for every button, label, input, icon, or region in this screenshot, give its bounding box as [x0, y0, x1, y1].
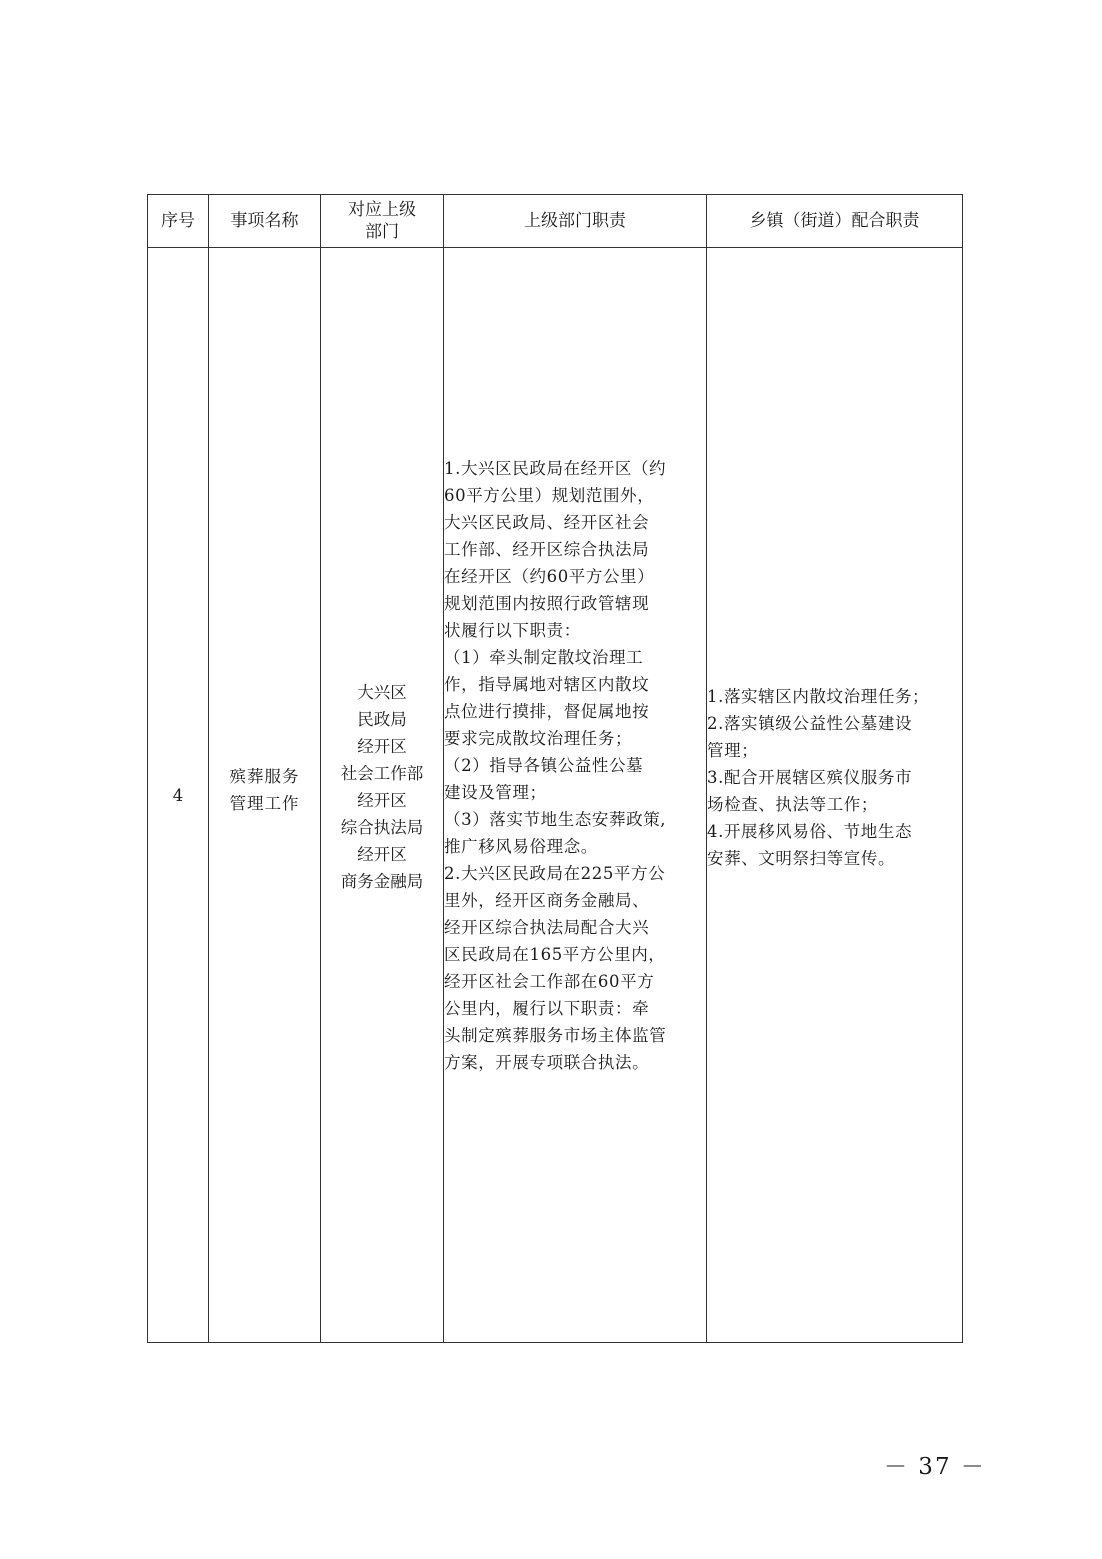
upper-duty-line: 规划范围内按照行政管辖现	[444, 593, 650, 613]
upper-duty-line: 状履行以下职责：	[444, 620, 581, 640]
header-upper-dept	[321, 195, 444, 248]
table-row	[148, 248, 963, 1343]
town-duty-line: 2.落实镇级公益性公墓建设	[707, 713, 913, 733]
cell-seq: 4	[148, 248, 209, 1343]
upper-duty-line: 里外，经开区商务金融局、	[444, 890, 650, 910]
duty-table	[147, 194, 963, 1343]
dept-line: 经开区	[357, 791, 407, 810]
upper-duty-line: 大兴区民政局、经开区社会	[444, 512, 650, 532]
upper-duty-line: 工作部、经开区综合执法局	[444, 539, 650, 559]
header-seq: 序号	[148, 195, 209, 248]
header-item-name: 事项名称	[209, 195, 321, 248]
upper-duty-line: 建设及管理；	[444, 782, 547, 802]
upper-duty-line: 公里内，履行以下职责：牵	[444, 998, 650, 1018]
cell-upper-dept	[321, 248, 444, 1343]
header-upper-dept-line: 对应上级	[348, 200, 416, 220]
upper-duty-line: （3）落实节地生态安葬政策,	[444, 809, 667, 829]
upper-duty-line: 要求完成散坟治理任务；	[444, 728, 633, 748]
dept-line: 大兴区	[357, 683, 407, 702]
dept-line: 民政局	[357, 710, 407, 729]
dept-line: 经开区	[357, 737, 407, 756]
town-duty-line: 场检查、执法等工作；	[707, 794, 878, 814]
upper-duty-line: 60平方公里）规划范围外，	[444, 485, 655, 505]
upper-duty-line: 区民政局在165平方公里内，	[444, 944, 666, 964]
header-upper-dept-line: 部门	[365, 222, 399, 242]
upper-duty-line: 经开区社会工作部在60平方	[444, 971, 655, 991]
upper-duty-line: 头制定殡葬服务市场主体监管	[444, 1025, 667, 1045]
town-duty-line: 管理；	[707, 740, 759, 760]
cell-item-name	[209, 248, 321, 1343]
dept-line: 综合执法局	[340, 818, 424, 837]
item-name-line: 管理工作	[229, 794, 300, 813]
page-number: － 37 －	[884, 1454, 986, 1480]
upper-duty-line: 点位进行摸排，督促属地按	[444, 701, 650, 721]
upper-duty-line: 方案，开展专项联合执法。	[444, 1052, 650, 1072]
dept-line: 商务金融局	[340, 872, 424, 891]
upper-duty-line: 在经开区（约60平方公里）	[444, 566, 655, 586]
town-duty-line: 安葬、文明祭扫等宣传。	[707, 848, 896, 868]
header-upper-duty: 上级部门职责	[444, 195, 707, 248]
table-header-row	[148, 195, 963, 248]
upper-duty-line: 推广移风易俗理念。	[444, 836, 598, 856]
upper-duty-line: （1）牵头制定散坟治理工	[444, 647, 644, 667]
cell-upper-duty	[444, 248, 707, 1343]
upper-duty-line: （2）指导各镇公益性公墓	[444, 755, 644, 775]
dept-line: 社会工作部	[340, 764, 424, 783]
town-duty-line: 3.配合开展辖区殡仪服务市	[707, 767, 913, 787]
upper-duty-line: 1.大兴区民政局在经开区（约	[444, 458, 667, 478]
dept-line: 经开区	[357, 845, 407, 864]
town-duty-line: 1.落实辖区内散坟治理任务；	[707, 686, 930, 706]
upper-duty-line: 作，指导属地对辖区内散坟	[444, 674, 650, 694]
upper-duty-line: 经开区综合执法局配合大兴	[444, 917, 650, 937]
town-duty-line: 4.开展移风易俗、节地生态	[707, 821, 913, 841]
upper-duty-line: 2.大兴区民政局在225平方公	[444, 863, 666, 883]
header-town-duty: 乡镇（街道）配合职责	[707, 195, 963, 248]
item-name-line: 殡葬服务	[229, 767, 300, 786]
cell-town-duty	[707, 248, 963, 1343]
